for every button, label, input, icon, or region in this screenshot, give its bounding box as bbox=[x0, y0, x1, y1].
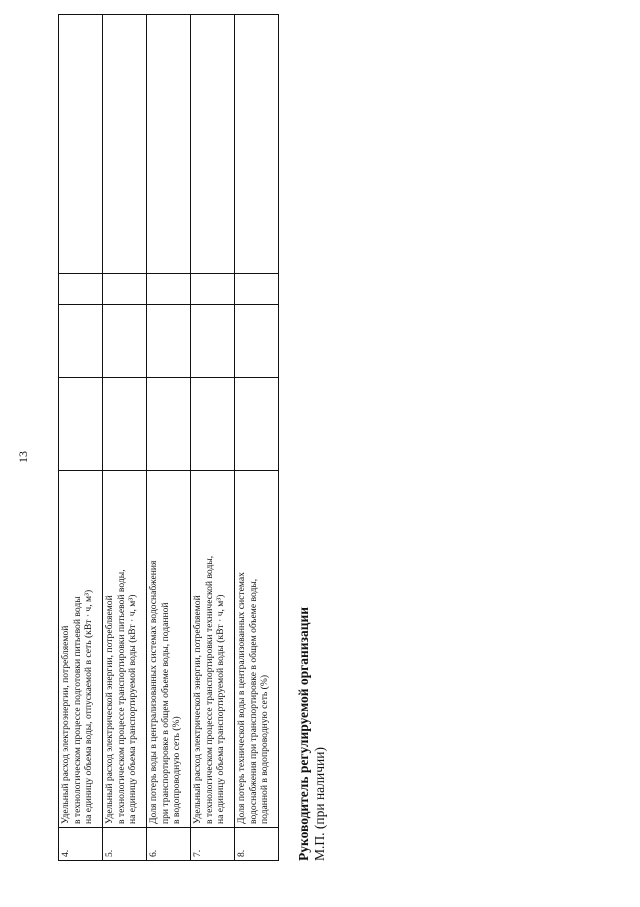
description-line: Удельный расход электроэнергии, потребляемой bbox=[60, 625, 71, 824]
row-number: 8. bbox=[235, 828, 279, 861]
empty-cell bbox=[235, 274, 279, 305]
table-row bbox=[103, 15, 147, 861]
empty-cell bbox=[191, 378, 235, 471]
description-line: Удельный расход электрической энергии, потребляемой bbox=[104, 595, 115, 824]
table-row bbox=[191, 15, 235, 861]
row-description bbox=[191, 471, 235, 828]
organization-head-label: Руководитель регулируемой организации bbox=[296, 606, 311, 861]
row-number: 5. bbox=[103, 828, 147, 861]
row-number: 7. bbox=[191, 828, 235, 861]
signature-block bbox=[296, 607, 328, 861]
description-line: в технологическом процессе транспортировки питьевой воды, bbox=[115, 569, 127, 824]
empty-cell bbox=[235, 305, 279, 378]
row-description bbox=[59, 471, 103, 828]
description-line: поданной в водопроводную сеть (%) bbox=[259, 674, 271, 824]
description-line: на единицу объема воды, отпускаемой в сеть (кВт · ч, м³) bbox=[83, 589, 95, 824]
empty-cell bbox=[235, 378, 279, 471]
empty-cell bbox=[147, 15, 191, 274]
empty-cell bbox=[147, 305, 191, 378]
empty-cell bbox=[103, 378, 147, 471]
indicators-table bbox=[58, 14, 279, 861]
table-row bbox=[235, 15, 279, 861]
row-description bbox=[235, 471, 279, 828]
empty-cell bbox=[103, 15, 147, 274]
description-line: при транспортировке в общем объеме воды, поданной bbox=[159, 602, 171, 824]
description-line: в технологическом процессе транспортировки технической воды, bbox=[203, 555, 215, 824]
empty-cell bbox=[191, 274, 235, 305]
empty-cell bbox=[235, 15, 279, 274]
description-line: в водопроводную сеть (%) bbox=[171, 716, 183, 824]
table-row bbox=[59, 15, 103, 861]
description-line: Удельный расход электрической энергии, потребляемой bbox=[192, 595, 203, 824]
row-number: 6. bbox=[147, 828, 191, 861]
empty-cell bbox=[191, 15, 235, 274]
description-line: на единицу объема транспортируемой воды (кВт · ч, м³) bbox=[215, 594, 227, 824]
empty-cell bbox=[59, 274, 103, 305]
empty-cell bbox=[59, 15, 103, 274]
description-line: водоснабжения при транспортировке в общем объеме воды, bbox=[247, 578, 259, 824]
table-row bbox=[147, 15, 191, 861]
description-line: Доля потерь технической воды в централизованных системах bbox=[236, 572, 247, 824]
empty-cell bbox=[103, 305, 147, 378]
description-line: на единицу объема транспортируемой воды (кВт · ч, м³) bbox=[127, 594, 139, 824]
empty-cell bbox=[147, 378, 191, 471]
empty-cell bbox=[103, 274, 147, 305]
row-description bbox=[147, 471, 191, 828]
empty-cell bbox=[59, 378, 103, 471]
row-number: 4. bbox=[59, 828, 103, 861]
empty-cell bbox=[59, 305, 103, 378]
description-line: в технологическом процессе подготовки питьевой воды bbox=[71, 596, 83, 824]
description-line: Доля потерь воды в централизованных системах водоснабжения bbox=[148, 560, 159, 824]
stamp-label: М.П. (при наличии) bbox=[312, 747, 327, 861]
row-description bbox=[103, 471, 147, 828]
empty-cell bbox=[147, 274, 191, 305]
empty-cell bbox=[191, 305, 235, 378]
page-number: 13 bbox=[16, 451, 30, 463]
